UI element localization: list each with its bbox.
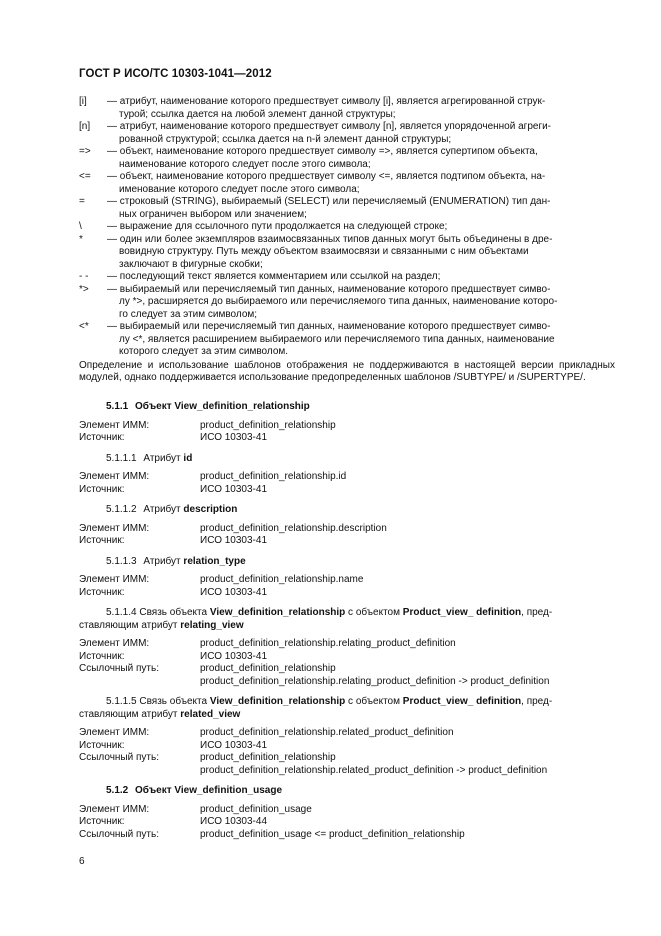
page-number: 6 (79, 856, 85, 867)
definition-text: — последующий текст является комментарием или ссылкой на раздел; (107, 271, 441, 282)
definition-item (79, 96, 615, 121)
definition-symbol: => (79, 146, 91, 157)
definition-item (79, 196, 615, 221)
definition-text-cont: рованной структурой; ссылка дается на n-й элемент данной структуры; (119, 133, 452, 145)
definition-text-cont: лу *>, расширяется до выбираемого или перечисляемого типа данных, наименование которо- (119, 296, 558, 307)
section-heading: 5.1.1.2 Атрибут description (106, 504, 238, 515)
definition-text: — выбираемый или перечисляемый тип данных, наименование которого предшествует симво- (107, 283, 551, 295)
mapping-row: Ссылочный путь: product_definition_usage <= product_definition_relationship (79, 828, 465, 840)
definition-text-cont: турой; ссылка дается на любой элемент данной структуры; (119, 108, 396, 120)
intro-paragraph: Определение и использование шаблонов отображения не поддерживаются в настоящей версии прикладных модулей, однако поддерживается использование предопределенных шаблонов /SUBTYPE/ и /SUPERTYPE/. (79, 359, 615, 383)
mapping-row: Источник: ИСО 10303-41 (79, 432, 268, 443)
definition-item (79, 171, 615, 196)
mapping-row: Источник: ИСО 10303-41 (79, 586, 268, 598)
definition-text-cont: го следует за этим символом; (119, 308, 258, 320)
definition-item (79, 146, 615, 171)
mapping-row: product_definition_relationship.relating_product_definition -> product_definition (200, 675, 550, 687)
definition-symbol: *> (79, 283, 89, 295)
definition-text: — выбираемый или перечисляемый тип данных, наименование которого предшествует симво- (107, 321, 551, 332)
definition-symbol: [n] (79, 121, 91, 132)
section-heading: 5.1.2 Объект View_definition_usage (106, 785, 283, 796)
definition-item (79, 321, 615, 359)
mapping-row: Элемент ИММ: product_definition_relationship.id (79, 471, 347, 482)
section-heading: 5.1.1.3 Атрибут relation_type (106, 555, 246, 567)
page-header: ГОСТ Р ИСО/ТС 10303-1041—2012 (79, 68, 272, 80)
definition-text-cont: ных ограничен выбором или значением; (119, 208, 307, 220)
definition-text-cont: наименование которого следует после этого символа; (119, 158, 371, 170)
section-heading-cont: ставляющим атрибут relating_view (79, 619, 244, 631)
definition-symbol: - - (79, 271, 89, 282)
definition-text-cont: которого следует за этим символом. (119, 346, 289, 357)
definition-text-cont: заключают в фигурные скобки; (119, 258, 263, 270)
mapping-row: Ссылочный путь: product_definition_relationship (79, 752, 336, 763)
definition-item (79, 284, 615, 322)
mapping-row: Элемент ИММ: product_definition_relationship (79, 419, 336, 431)
definition-symbol: <= (79, 171, 91, 182)
definition-text: — атрибут, наименование которого предшествует символу [i], является агрегированной струк- (107, 96, 546, 107)
definition-text: — выражение для ссылочного пути продолжается на следующей строке; (107, 221, 448, 232)
section-heading-cont: ставляющим атрибут related_view (79, 708, 241, 720)
section-heading: 5.1.1.5 Связь объекта View_definition_relationship с объектом Product_view_ definition, пред- (106, 696, 553, 707)
definition-item (79, 234, 615, 272)
definition-text: — атрибут, наименование которого предшествует символу [n], является упорядоченной агреги- (107, 121, 552, 132)
definition-item (79, 221, 615, 234)
section-heading: 5.1.1.4 Связь объекта View_definition_relationship с объектом Product_view_ definition, пред- (106, 607, 553, 618)
mapping-row: Источник: ИСО 10303-41 (79, 739, 268, 751)
definition-text-cont: лу <*, является расширением выбираемого или перечисляемого типа данных, наименование (119, 333, 555, 345)
notation-definitions (79, 96, 615, 385)
definition-symbol: = (79, 196, 85, 207)
mapping-row: Элемент ИММ: product_definition_relationship.description (79, 522, 387, 534)
definition-item (79, 121, 615, 146)
definition-text: — строковый (STRING), выбираемый (SELECT) или перечисляемый (ENUMERATION) тип дан- (107, 196, 551, 207)
section-heading: 5.1.1.1 Атрибут id (106, 452, 193, 464)
definition-text-cont: именование которого следует после этого символа; (119, 183, 360, 195)
mapping-row: Источник: ИСО 10303-41 (79, 535, 268, 546)
definition-text-cont: вовидную структуру. Путь между объектом взаимосвязи и связанными с ним объектами (119, 246, 529, 257)
definition-symbol: \ (79, 221, 82, 232)
section-heading: 5.1.1 Объект View_definition_relationship (106, 401, 310, 412)
mapping-row: Элемент ИММ: product_definition_relationship.relating_product_definition (79, 638, 456, 649)
mapping-row: Источник: ИСО 10303-41 (79, 483, 268, 495)
mapping-row: Элемент ИММ: product_definition_relationship.name (79, 574, 364, 585)
definition-item (79, 271, 615, 284)
mapping-row: product_definition_relationship.related_product_definition -> product_definition (200, 764, 548, 776)
definition-text: — один или более экземпляров взаимосвязанных типов данных могут быть объединены в дре- (107, 233, 553, 245)
definition-symbol: * (79, 233, 83, 245)
mapping-row: Ссылочный путь: product_definition_relationship (79, 663, 336, 674)
mapping-row: Элемент ИММ: product_definition_relationship.related_product_definition (79, 727, 454, 738)
mapping-row: Элемент ИММ: product_definition_usage (79, 803, 312, 815)
definition-symbol: <* (79, 321, 89, 332)
mapping-sections (79, 401, 615, 841)
definition-text: — объект, наименование которого предшествует символу <=, является подтипом объекта, на- (107, 171, 546, 182)
mapping-row: Источник: ИСО 10303-41 (79, 650, 268, 662)
mapping-row: Источник: ИСО 10303-44 (79, 816, 268, 827)
definition-symbol: [i] (79, 96, 87, 107)
definition-text: — объект, наименование которого предшествует символу =>, является супертипом объекта, (107, 146, 538, 157)
